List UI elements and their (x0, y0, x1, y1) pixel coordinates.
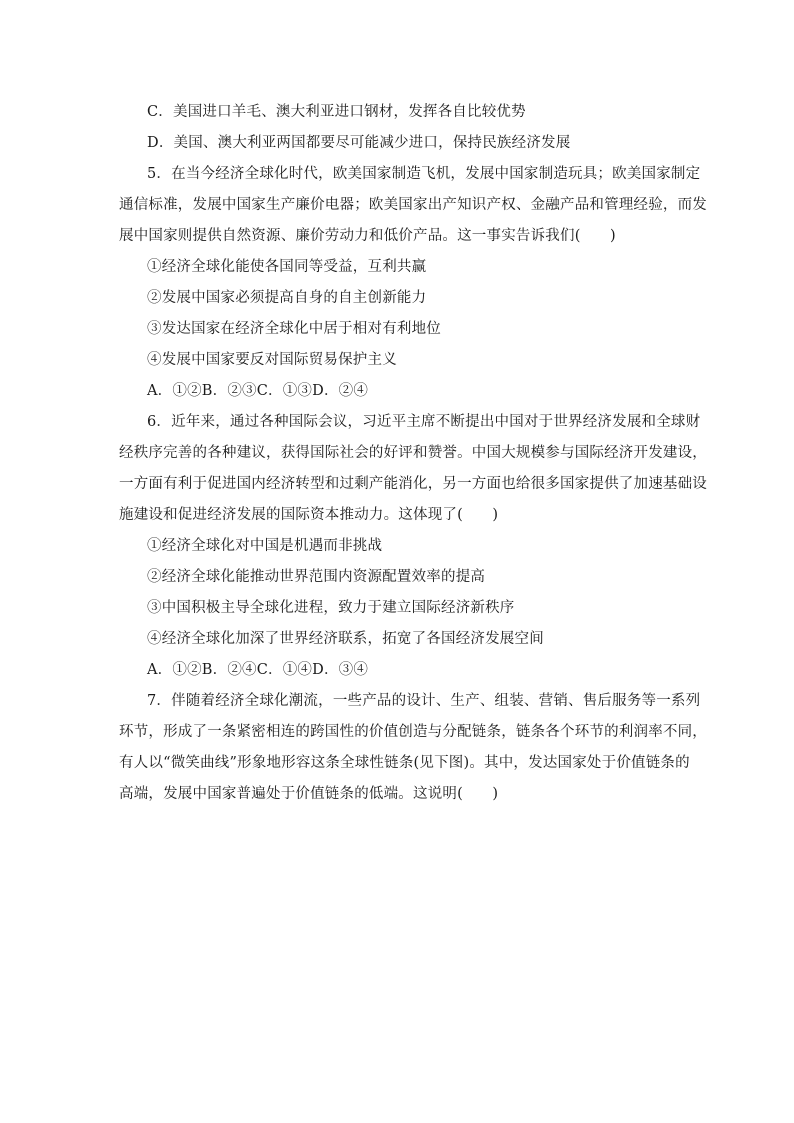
question-5-statement-4: ④发展中国家要反对国际贸易保护主义 (147, 352, 397, 368)
question-5-stem-line-1: 5．在当今经济全球化时代，欧美国家制造飞机，发展中国家制造玩具；欧美国家制定 (147, 166, 701, 182)
document-body (119, 97, 707, 810)
question-6-stem-line-2: 经秩序完善的各种建议，获得国际社会的好评和赞誉。中国大规模参与国际经济开发建设， (119, 445, 707, 461)
question-6-stem-line-4: 施建设和促进经济发展的国际资本推动力。这体现了( ) (119, 507, 499, 523)
question-5-statement-1: ①经济全球化能使各国同等受益，互利共赢 (147, 259, 427, 275)
question-5-statement-2: ②发展中国家必须提高自身的自主创新能力 (147, 290, 427, 306)
question-7-stem-line-2: 环节，形成了一条紧密相连的跨国性的价值创造与分配链条，链条各个环节的利润率不同， (119, 724, 707, 740)
question-7-stem-line-4: 高端，发展中国家普遍处于价值链条的低端。这说明( ) (119, 786, 499, 802)
option-d-q4: D．美国、澳大利亚两国都要尽可能减少进口，保持民族经济发展 (147, 135, 571, 151)
question-6-statement-4: ④经济全球化加深了世界经济联系，拓宽了各国经济发展空间 (147, 631, 544, 647)
question-6-statement-2: ②经济全球化能推动世界范围内资源配置效率的提高 (147, 569, 486, 585)
question-5-statement-3: ③发达国家在经济全球化中居于相对有利地位 (147, 321, 441, 337)
question-6-stem-line-3: 一方面有利于促进国内经济转型和过剩产能消化，另一方面也给很多国家提供了加速基础设 (119, 476, 707, 492)
question-6-stem-line-1: 6．近年来，通过各种国际会议，习近平主席不断提出中国对于世界经济发展和全球财 (147, 414, 701, 430)
option-c-q4: C．美国进口羊毛、澳大利亚进口钢材，发挥各自比较优势 (147, 104, 526, 120)
question-7-stem-line-1: 7．伴随着经济全球化潮流，一些产品的设计、生产、组装、营销、售后服务等一系列 (147, 693, 701, 709)
question-6-options: A．①②B．②④C．①④D．③④ (147, 662, 369, 678)
question-6-statement-3: ③中国积极主导全球化进程，致力于建立国际经济新秩序 (147, 600, 515, 616)
question-6-statement-1: ①经济全球化对中国是机遇而非挑战 (147, 538, 383, 554)
question-5-stem-line-3: 展中国家则提供自然资源、廉价劳动力和低价产品。这一事实告诉我们( ) (119, 228, 616, 244)
question-5-options: A．①②B．②③C．①③D．②④ (147, 383, 369, 399)
question-7-stem-line-3: 有人以“微笑曲线”形象地形容这条全球性链条(见下图)。其中，发达国家处于价值链条的 (119, 755, 690, 771)
question-5-stem-line-2: 通信标准，发展中国家生产廉价电器；欧美国家出产知识产权、金融产品和管理经验，而发 (119, 197, 707, 213)
